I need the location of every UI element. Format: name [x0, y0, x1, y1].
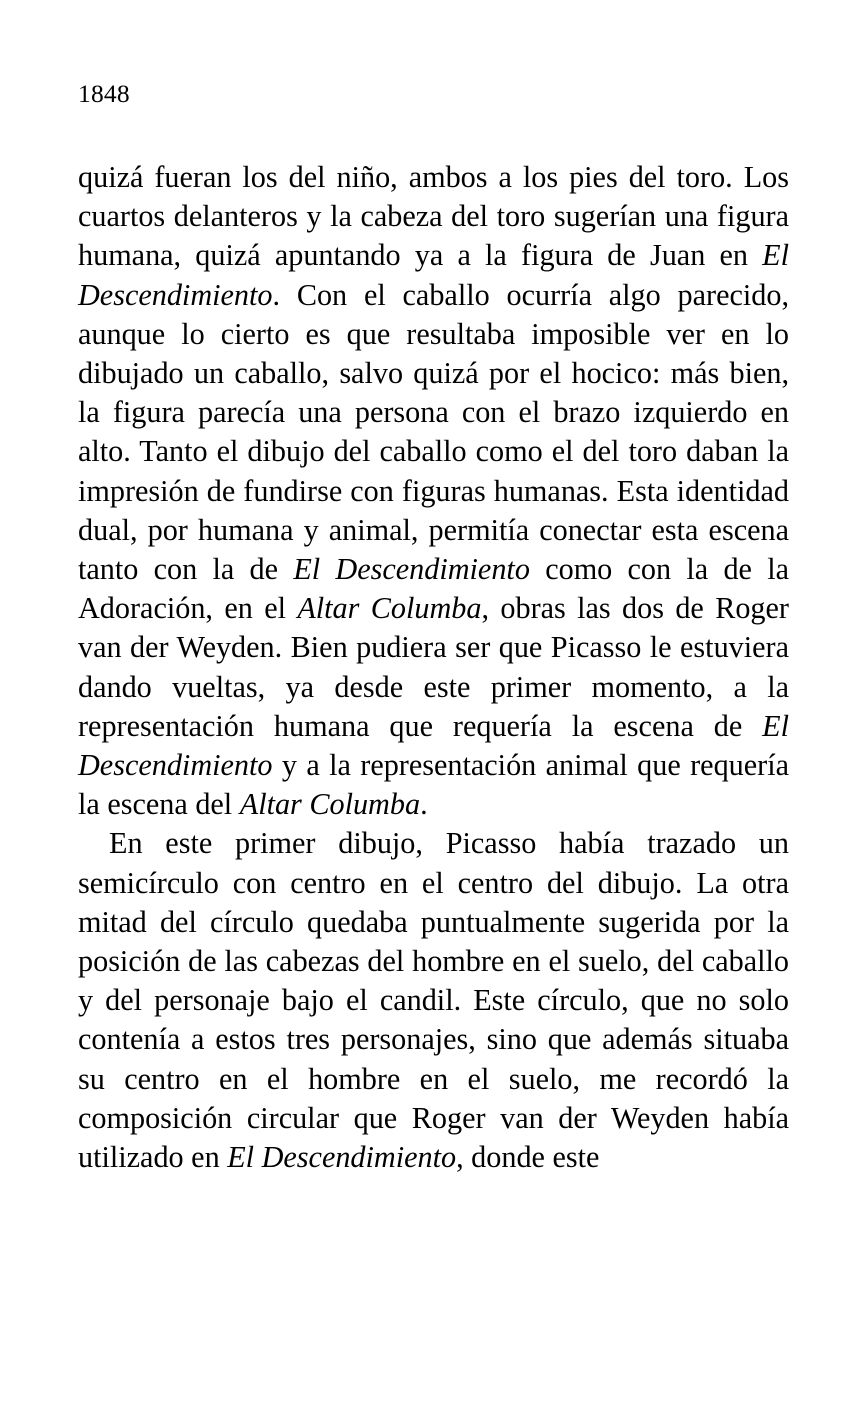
work-title-italic: El Descendimiento	[293, 552, 530, 587]
work-title-italic: Altar Columba	[297, 591, 482, 626]
text-run: quizá fueran los del niño, ambos a los pies del toro. Los cuartos delanteros y la cabeza del toro sugerían una figura humana, quizá apuntando ya a la figura de Juan en	[78, 160, 789, 273]
work-title-italic: El Descendimiento	[78, 708, 789, 783]
text-run: y a la representación animal que requería la escena del	[78, 748, 789, 822]
body-text-block	[78, 158, 789, 1177]
text-run: como con la de la Adoración, en el	[78, 552, 790, 626]
work-title-italic: El Descendimiento	[227, 1140, 457, 1175]
text-run: . Con el caballo ocurría algo parecido, aunque lo cierto es que resultaba imposible ver en lo dibujado un caballo, salvo quizá por el hocico: más bien, la figura parecía una persona con el brazo izquierdo en alto. Tanto el dibujo del caballo como el del toro daban la impresión de fundirse con figuras humanas. Esta identidad dual, por humana y animal, permitía conectar esta escena tanto con la de	[78, 277, 789, 587]
paragraph-2	[78, 824, 789, 1177]
work-title-italic: Altar Columba	[239, 787, 421, 822]
text-run: , obras las dos de Roger van der Weyden. Bien pudiera ser que Picasso le estuviera dando vueltas, ya desde este primer momento, a la representación humana que requería la escena de	[78, 591, 789, 743]
page-number: 1848	[78, 79, 130, 108]
work-title-italic: El Descendimiento	[78, 238, 789, 312]
text-run: En este primer dibujo, Picasso había trazado un semicírculo con centro en el centro del dibujo. La otra mitad del círculo quedaba puntualmente sugerida por la posición de las cabezas del hombre en el suelo, del caballo y del personaje bajo el candil. Este círculo, que no solo contenía a estos tres personajes, sino que además situaba su centro en el hombre en el suelo, me recordó la composición circular que Roger van der Weyden había utilizado en	[78, 826, 789, 1175]
paragraph-1	[78, 158, 789, 824]
text-run: , donde este	[456, 1140, 600, 1175]
text-run: .	[420, 787, 428, 822]
